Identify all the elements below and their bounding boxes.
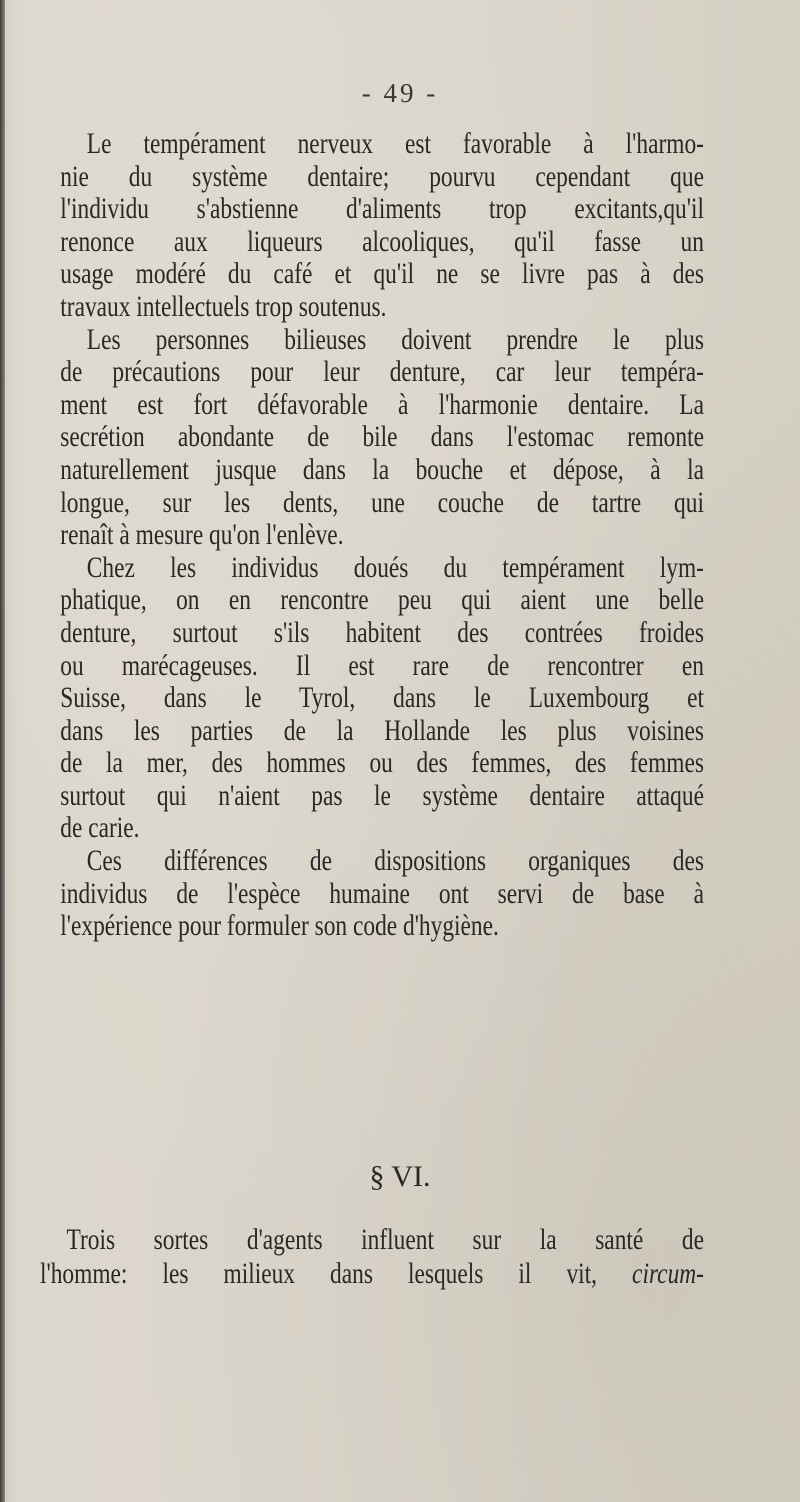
paragraph-3 [40, 552, 704, 845]
text-line: renonce aux liqueurs alcooliques, qu'il fasse un [60, 225, 704, 258]
text-line: secrétion abondante de bile dans l'estomac remonte [60, 421, 704, 454]
text-line: phatique, on en rencontre peu qui aient une belle [60, 584, 704, 617]
binding-edge [0, 0, 5, 1502]
text-line: individus de l'espèce humaine ont servi de base à [60, 877, 704, 910]
text-line: ou marécageuses. Il est rare de rencontrer en [60, 649, 704, 682]
text-line: de précautions pour leur denture, car leur tempéra- [60, 356, 704, 389]
text-line: l'individu s'abstienne d'aliments trop excitants,qu'il [60, 193, 704, 226]
text-line: naturellement jusque dans la bouche et dépose, à la [60, 453, 704, 486]
text-line: surtout qui n'aient pas le système dentaire attaqué [60, 779, 704, 812]
text-line: travaux intellectuels trop soutenus. [60, 290, 387, 323]
section-paragraph [40, 1223, 704, 1291]
text-line: denture, surtout s'ils habitent des contrées froides [60, 616, 704, 649]
paragraph-1 [40, 128, 704, 324]
text-segment: l'homme: les milieux dans lesquels il vit, [40, 1257, 598, 1290]
text-line: Chez les individus doués du tempérament lym- [86, 551, 704, 584]
page-number: - 49 - [361, 78, 439, 108]
section-heading: § VI. [369, 1160, 431, 1193]
italic-word: circum- [632, 1257, 704, 1290]
text-line: longue, sur les dents, une couche de tartre qui [60, 486, 704, 519]
text-line: Ces différences de dispositions organiques des [86, 845, 704, 878]
text-line: renaît à mesure qu'on l'enlève. [60, 519, 344, 552]
text-line: Le tempérament nerveux est favorable à l'harmo- [86, 128, 704, 160]
text-line: Trois sortes d'agents influent sur la santé de [66, 1223, 704, 1256]
text-line: usage modéré du café et qu'il ne se livre pas à des [60, 258, 704, 291]
text-line: Les personnes bilieuses doivent prendre le plus [86, 323, 704, 356]
text-line: dans les parties de la Hollande les plus voisines [60, 714, 704, 747]
text-line: l'expérience pour formuler son code d'hygiène. [60, 910, 499, 943]
text-line: ment est fort défavorable à l'harmonie dentaire. La [60, 388, 704, 421]
text-line [40, 1257, 704, 1291]
text-line: Suisse, dans le Tyrol, dans le Luxembourg et [60, 682, 704, 715]
text-line: nie du système dentaire; pourvu cependant que [60, 160, 704, 193]
text-line: de la mer, des hommes ou des femmes, des femmes [60, 747, 704, 780]
paragraph-4 [40, 845, 704, 943]
paragraph-2 [40, 324, 704, 552]
text-line: de carie. [60, 812, 140, 845]
body-text [40, 128, 704, 943]
